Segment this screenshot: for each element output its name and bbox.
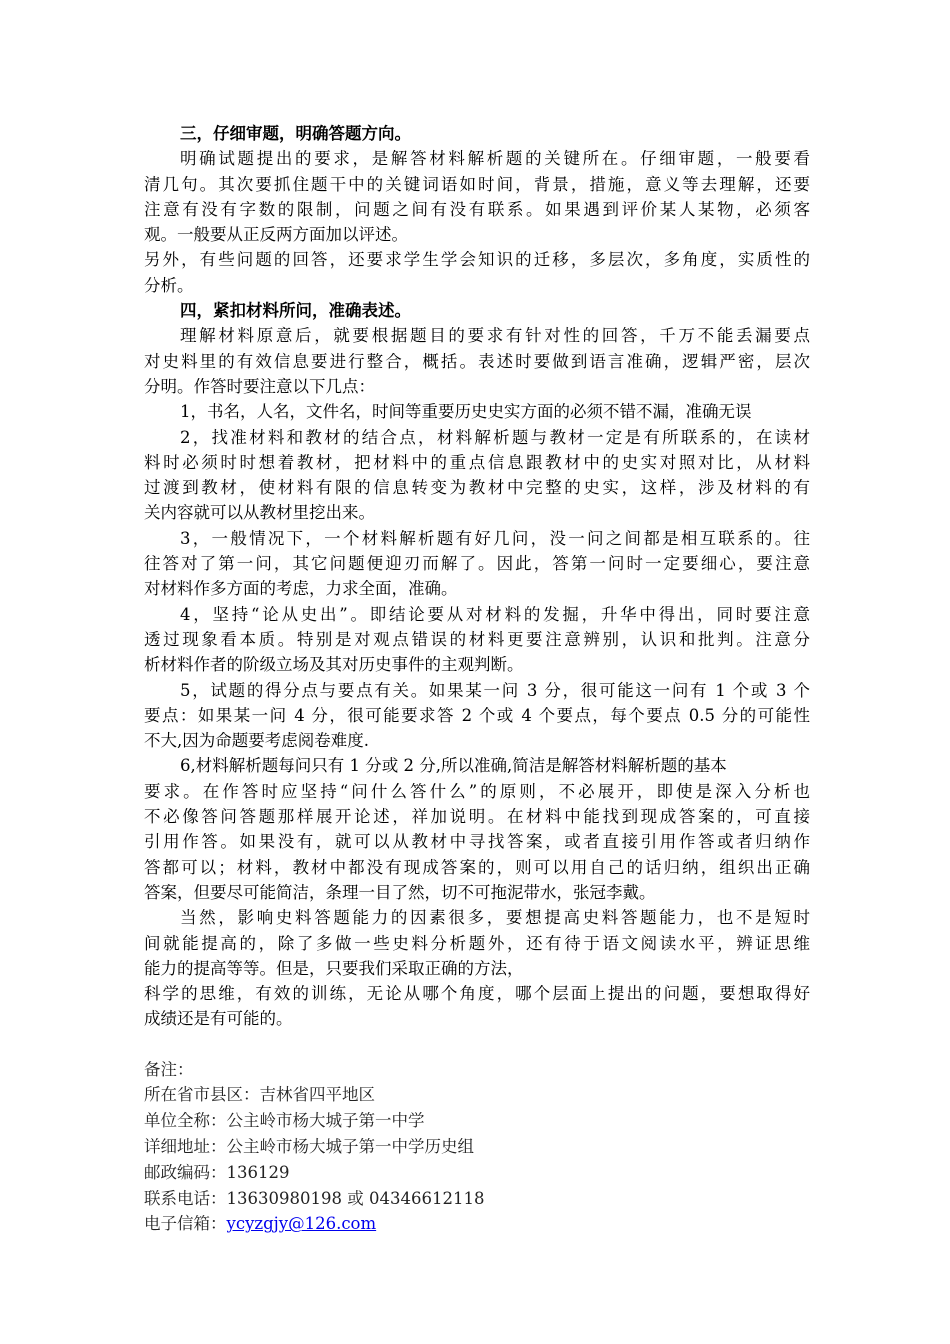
note-email-label: 电子信箱：	[144, 1214, 227, 1234]
note-phone-value: 13630980198 或 04346612118	[226, 1188, 485, 1208]
conclusion-line: 能力的提高等等。但是，只要我们采取正确的方法，	[144, 958, 524, 978]
note-phone-label: 联系电话：	[144, 1188, 227, 1208]
note-unit	[144, 1108, 810, 1134]
point-4-line: 4，坚持“论从史出”。即结论要从对材料的发掘，升华中得出，同时要注意	[180, 604, 810, 624]
conclusion-line: 科学的思维，有效的训练，无论从哪个角度，哪个层面上提出的问题，要想取得好	[144, 984, 810, 1004]
conclusion-line: 间就能提高的，除了多做一些史料分析题外，还有待于语文阅读水平，辨证思维	[144, 933, 810, 953]
point-2-line: 过渡到教材，使材料有限的信息转变为教材中完整的史实，这样，涉及材料的有	[144, 478, 810, 498]
point-5-line: 要点：如果某一问 4 分，很可能要求答 2 个或 4 个要点，每个要点 0.5 分的可能性	[144, 705, 810, 725]
point-6-line: 不必像答问答题那样展开论述，祥加说明。在材料中能找到现成答案的，可直接	[144, 807, 810, 827]
section-4-heading: 四，紧扣材料所问，准确表述。	[180, 301, 411, 321]
note-unit-value: 公主岭市杨大城子第一中学	[226, 1111, 425, 1131]
point-5-line: 不大,因为命题要考虑阅卷难度.	[144, 731, 369, 751]
note-title: 备注：	[144, 1059, 194, 1079]
point-3-line: 对材料作多方面的考虑，力求全面，准确。	[144, 579, 458, 599]
paragraph-line: 注意有没有字数的限制，问题之间有没有联系。如果遇到评价某人某物，必须客	[144, 199, 810, 219]
note-phone	[144, 1186, 810, 1212]
point-6-line: 答案，但要尽可能简洁，条理一目了然，切不可拖泥带水，张冠李戴。	[144, 882, 656, 902]
note-unit-label: 单位全称：	[144, 1111, 227, 1131]
point-4-line: 析材料作者的阶级立场及其对历史事件的主观判断。	[144, 655, 524, 675]
paragraph-line: 明确试题提出的要求，是解答材料解析题的关键所在。仔细审题，一般要看	[180, 149, 810, 169]
note-region	[144, 1082, 810, 1108]
point-3-line: 3，一般情况下，一个材料解析题有好几问，没一问之间都是相互联系的。往	[180, 528, 810, 548]
paragraph-line: 对史料里的有效信息要进行整合，概括。表述时要做到语言准确，逻辑严密，层次	[144, 351, 810, 371]
paragraph-line: 观。一般要从正反两方面加以评述。	[144, 225, 408, 245]
paragraph-line: 分析。	[144, 275, 194, 295]
point-6-line: 要求。在作答时应坚持“问什么答什么”的原则，不必展开，即使是深入分析也	[144, 781, 810, 801]
point-2-line: 料时必须时时想着教材，把材料中的重点信息跟教材中的史实对照对比，从材料	[144, 452, 810, 472]
point-1-line: 1，书名，人名，文件名，时间等重要历史史实方面的必须不错不漏，准确无误	[180, 402, 752, 422]
conclusion-line: 成绩还是有可能的。	[144, 1009, 293, 1029]
point-3-line: 往答对了第一问，其它问题便迎刃而解了。因此，答第一问时一定要细心，要注意	[144, 554, 810, 574]
note-address	[144, 1134, 810, 1160]
note-region-label: 所在省市县区：	[144, 1085, 260, 1105]
note-address-label: 详细地址：	[144, 1137, 227, 1157]
note-email	[144, 1211, 810, 1237]
note-postcode-label: 邮政编码：	[144, 1162, 227, 1182]
point-6-line: 引用作答。如果没有，就可以从教材中寻找答案，或者直接引用作答或者归纳作	[144, 832, 810, 852]
note-postcode-value: 136129	[226, 1162, 290, 1182]
point-5-line: 5，试题的得分点与要点有关。如果某一问 3 分，很可能这一问有 1 个或 3 个	[180, 680, 810, 700]
section-3-heading: 三，仔细审题，明确答题方向。	[180, 124, 411, 143]
point-6-line: 6,材料解析题每问只有 1 分或 2 分,所以准确,简洁是解答材料解析题的基本	[180, 756, 727, 776]
note-postcode	[144, 1160, 810, 1186]
contact-note	[144, 1057, 810, 1238]
point-2-line: 2，找准材料和教材的结合点，材料解析题与教材一定是有所联系的，在读材	[180, 427, 810, 447]
document-body	[144, 121, 810, 1237]
email-link[interactable]: ycyzgjy@126.com	[226, 1214, 377, 1234]
note-region-value: 吉林省四平地区	[259, 1085, 375, 1105]
note-address-value: 公主岭市杨大城子第一中学历史组	[226, 1137, 474, 1157]
paragraph-line: 理解材料原意后，就要根据题目的要求有针对性的回答，千万不能丢漏要点	[180, 326, 810, 346]
paragraph-line: 清几句。其次要抓住题干中的关键词语如时间，背景，措施，意义等去理解，还要	[144, 174, 810, 194]
paragraph-line: 分明。作答时要注意以下几点：	[144, 376, 375, 396]
paragraph-line: 另外，有些问题的回答，还要求学生学会知识的迁移，多层次，多角度，实质性的	[144, 250, 810, 270]
point-2-line: 关内容就可以从教材里挖出来。	[144, 503, 375, 523]
point-4-line: 透过现象看本质。特别是对观点错误的材料更要注意辨别，认识和批判。注意分	[144, 629, 810, 649]
conclusion-line: 当然，影响史料答题能力的因素很多，要想提高史料答题能力，也不是短时	[180, 908, 810, 928]
point-6-line: 答都可以；材料，教材中都没有现成答案的，则可以用自己的话归纳，组织出正确	[144, 857, 810, 877]
